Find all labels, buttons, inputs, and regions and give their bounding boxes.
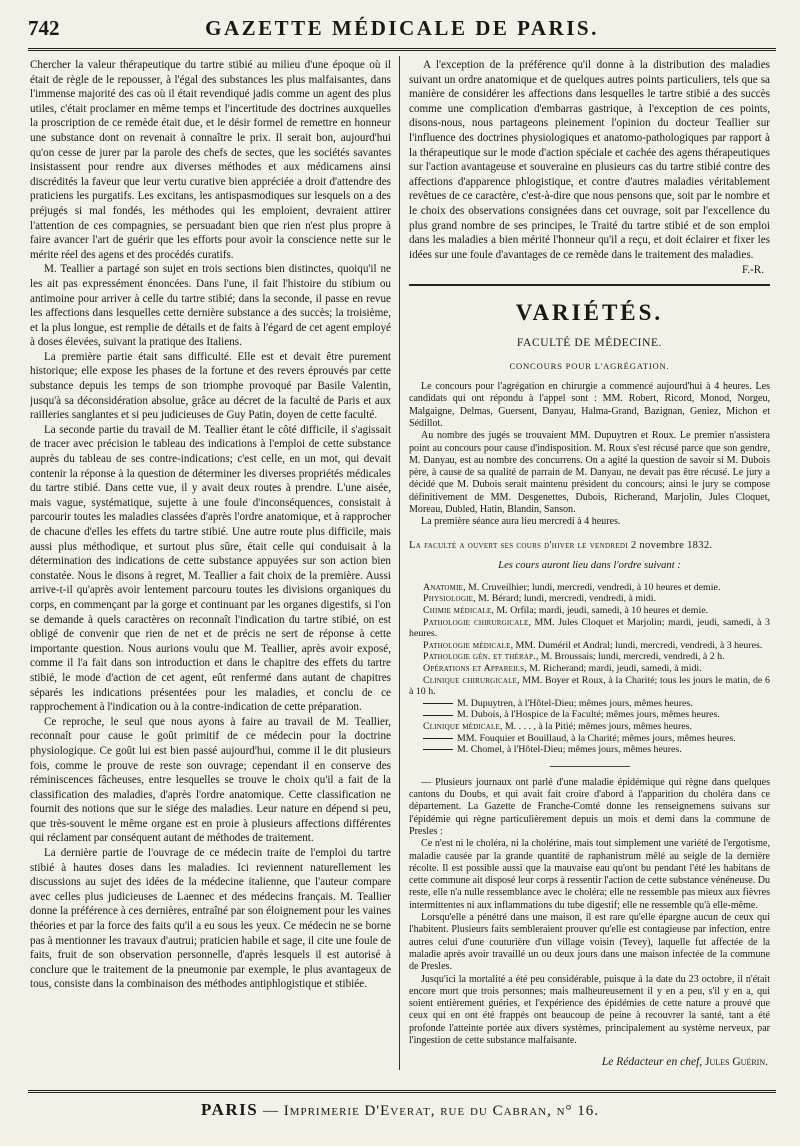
course-subject: Clinique médicale: [423, 720, 500, 732]
ditto-dash: [423, 738, 453, 739]
course-item: [409, 675, 770, 698]
header-rule: [28, 48, 776, 51]
courses-opening-date: 2 novembre 1832.: [630, 539, 713, 551]
course-item: [409, 605, 770, 617]
course-details: , M. Cruveilhier; lundi, mercredi, vendredi, à 10 heures et demie.: [463, 581, 721, 593]
concours-notice: [409, 381, 770, 529]
faculty-heading: FACULTÉ DE MÉDECINE.: [516, 336, 663, 349]
section-separator: [409, 284, 770, 286]
footer-city: PARIS: [200, 1100, 259, 1119]
left-column: [30, 58, 391, 1074]
ditto-dash: [423, 749, 453, 750]
body-paragraph: Chercher la valeur thérapeutique du tartre stibié au milieu d'une époque où il était de règle de le repousser, à l'égal des substances les plus malfaisantes, dans l'immense majorité des cas où il était revendiqué jadis comme un agent des plus utiles, c'était proclamer en même temps et l'incertitude des doctrines auxquelles la proscription de ce remède était due, et le désir formel de remettre en honneur une substance dont on revenait à connaître le prix. Il serait bon, aujourd'hui qu'on cesse de jurer par la parole des chefs de sectes, que les sociétés savantes insistassent pour rendre aux diverses méthodes et aux médicamens ainsi discrédités la faveur que leur vertu curative bien appréciée a droit d'attendre des praticiens les purgatifs. Les excitans, les antispasmodiques sur lesquels on a des préjugés si mal fondés, les méthodes qui les emploient, devraient attirer l'attention de ces compagnies, se persuadant bien que rien n'est plus propre à faire avancer l'art de guérir que les efforts pour avoir la conscience nette sur le mérite réel des agens et des procédés curatifs.: [30, 59, 391, 261]
concours-paragraph: La première séance aura lieu mercredi à 4 heures.: [421, 516, 621, 528]
course-list: [409, 582, 770, 756]
page-footer: [0, 1100, 800, 1120]
course-subject: Physiologie: [423, 593, 474, 605]
course-subject: Pathologie gén. et thérap.: [423, 651, 536, 663]
courses-opening-label: La faculté a ouvert ses cours d'hiver le vendredi: [409, 539, 628, 551]
page-header: [28, 16, 776, 50]
ditto-dash: [423, 715, 453, 716]
course-subject: Pathologie médicale: [423, 639, 511, 651]
course-details: , M. Broussais; lundi, mercredi, vendredi, à 2 h.: [535, 651, 725, 663]
course-details: M. Dupuytren, à l'Hôtel-Dieu; mêmes jours, mêmes heures.: [457, 697, 693, 709]
course-details: , MM. Boyer et Roux, à la Charité; tous les jours le matin, de 6 à 10 h.: [409, 674, 770, 698]
footer-rule: [28, 1090, 776, 1093]
epidemic-notice: [409, 777, 770, 1048]
concours-paragraph: Au nombre des jugés se trouvaient MM. Dupuytren et Roux. Le premier n'assistera point au concours pour cause d'indisposition. M. Roux s'est récusé parce que son gendre, M. Danyau, est au nombre des concurrens. On a agité la question de savoir si M. Dubois père, à cause de sa qualité de parrain de M. Danyau, ne devait pas être récusé. Le jury a décidé que M. Dubois serait maintenu président du concours; ainsi le jury se compose définitivement de MM. Desgenettes, Dubois, Richerand, Marjolin, Jules Cloquet, Moreau, Dubled, Hatin, Blandin, Sanson.: [409, 430, 770, 516]
concours-paragraph: Le concours pour l'agrégation en chirurgie a commencé aujourd'hui à 4 heures. Les candidats qui ont répondu à l'appel sont : MM. Robert, Ricord, Monod, Norgeu, Malgaigne, Delmas, Guersent, Danyau, Halma-Grand, Bazignan, Geniez, Michon et Sédillot.: [409, 381, 770, 429]
course-item: [409, 663, 770, 675]
epidemic-paragraph: — Plusieurs journaux ont parlé d'une maladie épidémique qui règne dans quelques cantons du Doubs, et qui avait fait croire d'abord à l'apparition du choléra dans ce département. La Gazette de Franche-Comté donne les renseignemens suivans sur l'épidémie qui règne particulièrement depuis un mois et demi dans la commune de Presles :: [409, 776, 770, 837]
editor-name: Jules Guérin.: [705, 1056, 768, 1069]
course-details: , M. Orfila; mardi, jeudi, samedi, à 10 heures et demie.: [491, 605, 709, 617]
course-item: [409, 698, 770, 710]
footer-printer: — Imprimerie D'Everat,: [262, 1103, 436, 1119]
short-separator: [550, 766, 630, 767]
course-details: , M. Richerand; mardi, jeudi, samedi, à midi.: [524, 663, 702, 674]
course-subject: Opérations et Appareils: [423, 663, 525, 674]
course-item: [409, 617, 770, 640]
course-item: [409, 733, 770, 745]
ditto-dash: [423, 703, 453, 704]
editor-signature: [409, 1055, 768, 1070]
body-paragraph: La seconde partie du travail de M. Teallier étant le côté difficile, il s'agissait de tracer avec précision le tableau des indications à l'emploi de cette substance auprès du tableau de ses contre-indications; c'est celle, en un mot, qui devait contenir la réponse à la question de déterminer les diverses propriétés médicales du tartre stibié. Dans cette vue, il y avait deux routes à prendre. L'une aisée, mais vague, systématique, sujette à une foule d'inconséquences, consistait à parcourir toutes les maladies classées d'après l'ordre anatomique, et à rapprocher de chacune d'elles les effets du tartre stibié. Une autre route plus difficile, mais aussi plus méthodique, et surtout plus sûre, était celle qui conduisait à la détermination des indications de cette substance appuyées sur son action bien constatée. Nous le disons à regret, M. Teallier a fait choix de la première. Aussi arrive-t-il qu'après avoir lentement parcouru toutes les divisions organiques du corps, en commençant par la gorge et continuant par les organes digestifs, si l'on se demande à quels caractères on reconnaît l'indication du tartre stibié, on est obligé de convenir que rien de net et de précis ne sert de réponse à cette importante question. Nous aurions voulu que M. Teallier, après avoir exposé, comme il l'a fait dans son introduction et dans le chapitre des effets du tartre stibié, le mode d'action de cet agent, eût renfermé dans autant de chapitres séparés les indications présentées pour les maladies, et conclu de ce rapprochement à l'indication ou à la contre-indication de cette préparation.: [30, 423, 391, 714]
course-details: , MM. Jules Cloquet et Marjolin; mardi, jeudi, samedi, à 3 heures.: [409, 616, 770, 640]
course-details: M. Chomel, à l'Hôtel-Dieu; mêmes jours, mêmes heures.: [457, 744, 682, 756]
course-details: M. Dubois, à l'Hospice de la Faculté; mêmes jours, mêmes heures.: [457, 709, 720, 721]
course-item: [409, 582, 770, 594]
course-item: [409, 709, 770, 721]
course-details: , MM. Duméril et Andral; lundi, mercredi, vendredi, à 3 heures.: [510, 639, 763, 651]
course-details: MM. Fouquier et Bouillaud, à la Charité; mêmes jours, mêmes heures.: [457, 732, 736, 744]
course-details: , M. Bérard; lundi, mercredi, vendredi, à midi.: [473, 593, 656, 605]
course-details: , M. . . . , à la Pitié; mêmes jours, mêmes heures.: [500, 720, 692, 732]
course-subject: Chimie médicale: [423, 605, 492, 617]
right-column: [409, 58, 770, 1074]
course-item: [409, 640, 770, 652]
course-subject: Clinique chirurgicale: [423, 674, 518, 686]
course-subject: Anatomie: [423, 581, 464, 593]
concours-heading: CONCOURS POUR L'AGRÉGATION.: [509, 360, 670, 371]
body-paragraph: M. Teallier a partagé son sujet en trois sections bien distinctes, quoiqu'il ne les ait pas expressément énoncées. Dans l'une, il fait l'histoire du stibium ou antimoine pour arriver à celle du tartre stibié; dans la seconde, il passe en revue les affections dans lesquelles cette dernière substance a des succès; la troisième, et la plus longue, est remplie de détails et de faits à l'égard de cet agent employé à doses élevées, suivant la pratique des Italiens.: [30, 263, 391, 349]
section-title: VARIÉTÉS.: [515, 299, 664, 325]
page-number: 742: [28, 16, 60, 40]
column-divider: [399, 56, 400, 1070]
body-paragraph: Ce reproche, le seul que nous ayons à faire au travail de M. Teallier, reconnaît pour cause le goût primitif de ce médecin pour la doctrine physiologique. Ce goût lui est bien passé aujourd'hui, comme il le dit plusieurs fois, comme le prouve de reste son ouvrage; cependant il en conserve des réminiscences fâcheuses, entre lesquelles se trouve le choix qu'il a fait de la classification des maladies, d'après l'ordre anatomique. Cette classification ne fournit des notions que sur le siége des maladies. Leur nature en dépend si peu, que très-souvent le même organe est en proie à plusieurs affections différentes qui réclament par conséquent autant de méthodes de traitement.: [30, 715, 391, 845]
course-item: [409, 593, 770, 605]
footer-address: rue du Cabran, n° 16.: [440, 1103, 600, 1119]
editor-label: Le Rédacteur en chef,: [601, 1056, 703, 1069]
courses-subtitle: Les cours auront lieu dans l'ordre suivant :: [498, 560, 681, 572]
journal-title: GAZETTE MÉDICALE DE PARIS.: [205, 16, 599, 40]
epidemic-paragraph: Ce n'est ni le choléra, ni la cholérine, mais tout simplement une variété de l'ergotisme, maladie causée par la grande quantité de raphanistrum mêlé au seigle de la dernière récolte. Il est possible aussi que la mauvaise eau qu'ont bu pendant l'été les habitans de cette commune ait disposé leur corps à ressentir l'action de cette substance vénéneuse. Du reste, elle n'a nulle ressemblance avec le choléra; elle ne ressemble pas mieux aux fièvres intermittentes ni aux inflammations du tube digestif; elle ne ressemble qu'à elle-même.: [409, 838, 770, 911]
course-subject: Pathologie chirurgicale: [423, 616, 529, 628]
body-paragraph: La dernière partie de l'ouvrage de ce médecin traite de l'emploi du tartre stibié à hautes doses dans les maladies. Ici reviennent naturellement les discussions au sujet des idées de la médecine italienne, que l'auteur compare avec celles plus judicieuses de Laennec et des médecins français. M. Teallier donne la préférence à ces dernières, entraîné par son éloignement pour les vaines théories et par la force des faits qu'il a eu sous les yeux. Ce médecin ne se borne pas à mentionner les travaux d'autrui; praticien habile et sage, il cite une foule de faits, fruit de son observation personnelle, d'après lesquels il est autorisé à conclure que le traitement de la pneumonie par exemple, le plus avantageux de tous, consiste dans la combinaison des méthodes antiphlogistique et stibiée.: [30, 847, 391, 991]
body-paragraph: La première partie était sans difficulté. Elle est et devait être purement historique; elle expose les phases de la fortune et des revers éprouvés par cette substance depuis les temps de son triomphe provoqué par Basile Valentin, jusqu'à sa déconsidération absolue, grâce au décret de la faculté de Paris et aux railleries sanglantes et si peu judicieuses de Guy Patin, doyen de cette faculté.: [30, 350, 391, 422]
epidemic-paragraph: Jusqu'ici la mortalité a été peu considérable, puisque à la date du 23 octobre, il n'était encore mort que trois personnes; mais malheureusement il y en a peu, s'il y en a, qui soient entièrement guéries, et l'expérience des épidémies de cette nature a prouvé que ceux qui en ont été frappés ont beaucoup de peine à recouvrer la santé, tant a été profonde l'atteinte portée aux divers systèmes, principalement au système nerveux, par l'ingestion de cette substance malfaisante.: [409, 973, 770, 1046]
course-item: [409, 651, 770, 663]
review-conclusion: A l'exception de la préférence qu'il donne à la distribution des maladies suivant un ordre anatomique et de quelques autres points particuliers, tels que sa manière de considérer les affections dans lesquelles le tartre stibié a des succès comme une complication d'embarras gastrique, à l'exception de ces points, disons-nous, nous partageons pleinement l'opinion du docteur Teallier sur l'influence des doctrines physiologiques et anatomo-pathologiques par rapport à la thérapeutique sur le mode d'action spéciale et cachée des agens thérapeutiques sur l'action avantageuse et souveraine en plusieurs cas du tartre stibié contre des affections d'apparence phlogistique, et contre d'autres maladies véritablement revêtues de ce caractère, c'est-à-dire que nous pensons que, soit par le nombre et le choix des observations consignées dans cet ouvrage, soit par l'excellence du plus grand nombre de ses principes, le Traité du tartre stibié et de son emploi dans les maladies a bien mérité l'honneur qu'il a reçu, et doit éclairer et fixer les idées sur une foule d'avantages de ce remède dans le traitement des maladies.: [409, 59, 770, 261]
course-item: [409, 721, 770, 733]
courses-opening: [409, 539, 770, 554]
course-item: [409, 744, 770, 756]
epidemic-paragraph: Lorsqu'elle a pénétré dans une maison, il est rare qu'elle épargne aucun de ceux qui l'habitent. Plusieurs faits sembleraient prouver qu'elle est contagieuse par infection, entre autres celui d'une couturière d'un village voisin (Tevey), laquelle fut affectée de la maladie après avoir travaillé un ou deux jours dans une maison infectée de la commune de Presles.: [409, 912, 770, 973]
review-signature: F.-R.: [741, 264, 764, 277]
